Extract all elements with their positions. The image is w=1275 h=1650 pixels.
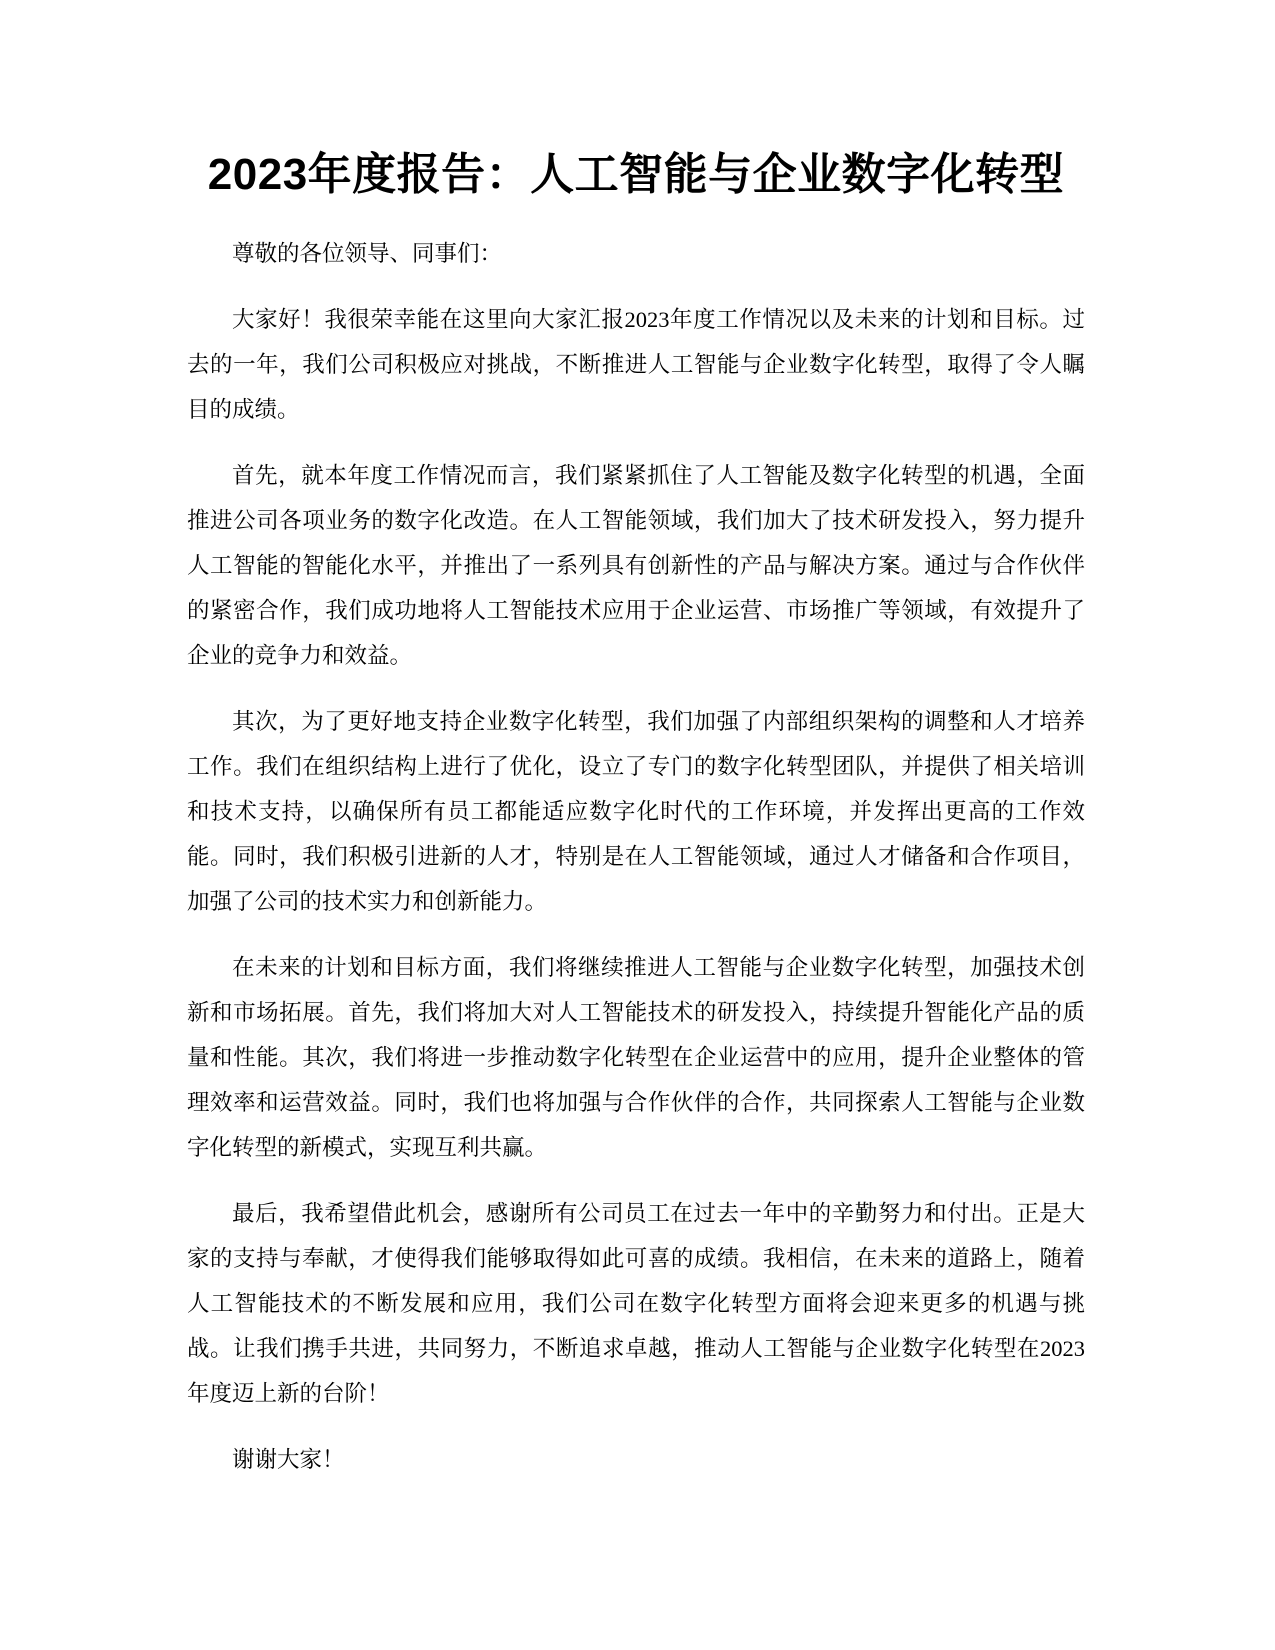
paragraph-second: 其次，为了更好地支持企业数字化转型，我们加强了内部组织架构的调整和人才培养工作。我们在组织结构上进行了优化，设立了专门的数字化转型团队，并提供了相关培训和技术支持，以确保所有员工都能适应数字化时代的工作环境，并发挥出更高的工作效能。同时，我们积极引进新的人才，特别是在人工智能领域，通过人才储备和合作项目，加强了公司的技术实力和创新能力。	[187, 709, 1085, 914]
thanks-line: 谢谢大家！	[232, 1447, 345, 1472]
salutation: 尊敬的各位领导、同事们：	[232, 241, 503, 266]
paragraph-closing: 最后，我希望借此机会，感谢所有公司员工在过去一年中的辛勤努力和付出。正是大家的支持与奉献，才使得我们能够取得如此可喜的成绩。我相信，在未来的道路上，随着人工智能技术的不断发展和应用，我们公司在数字化转型方面将会迎来更多的机遇与挑战。让我们携手共进，共同努力，不断追求卓越，推动人工智能与企业数字化转型在2023年度迈上新的台阶！	[187, 1201, 1085, 1406]
document-page	[187, 147, 1085, 1503]
paragraph-greeting: 大家好！我很荣幸能在这里向大家汇报2023年度工作情况以及未来的计划和目标。过去的一年，我们公司积极应对挑战，不断推进人工智能与企业数字化转型，取得了令人瞩目的成绩。	[187, 307, 1085, 422]
paragraph-future-plans: 在未来的计划和目标方面，我们将继续推进人工智能与企业数字化转型，加强技术创新和市场拓展。首先，我们将加大对人工智能技术的研发投入，持续提升智能化产品的质量和性能。其次，我们将进一步推动数字化转型在企业运营中的应用，提升企业整体的管理效率和运营效益。同时，我们也将加强与合作伙伴的合作，共同探索人工智能与企业数字化转型的新模式，实现互利共赢。	[187, 955, 1085, 1160]
document-title: 2023年度报告：人工智能与企业数字化转型	[207, 150, 1065, 199]
paragraph-first: 首先，就本年度工作情况而言，我们紧紧抓住了人工智能及数字化转型的机遇，全面推进公司各项业务的数字化改造。在人工智能领域，我们加大了技术研发投入，努力提升人工智能的智能化水平，并推出了一系列具有创新性的产品与解决方案。通过与合作伙伴的紧密合作，我们成功地将人工智能技术应用于企业运营、市场推广等领域，有效提升了企业的竞争力和效益。	[187, 463, 1085, 668]
